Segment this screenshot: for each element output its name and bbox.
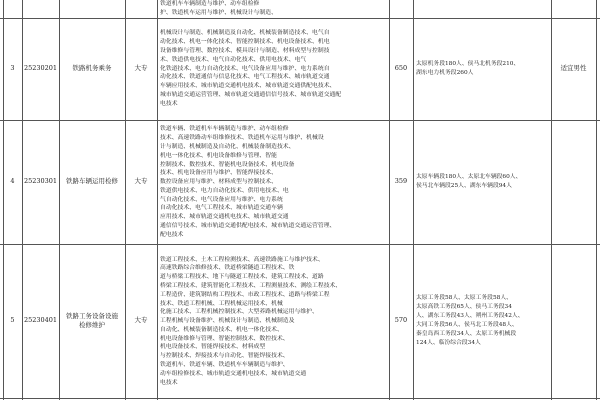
majors-cell: [160, 247, 387, 396]
majors-line: 应用技术、城市轨道交通机电技术、城市轨道交通: [160, 214, 289, 221]
allocation-text: [416, 60, 519, 78]
majors-line: 计与制造、机械制造及自动化、机械装备制造技术、: [160, 143, 295, 150]
majors-line: 技术、机电设备应用与维护、智能焊接技术、: [160, 170, 277, 177]
allocation-line: 大同工务段56人、侯马北工务段48人、: [416, 322, 518, 328]
grid-line: [0, 398, 600, 399]
allocation-cell: [416, 244, 550, 398]
allocation-line: 人、湖东工务段43人、朔州工务段42人、: [416, 313, 524, 320]
majors-text: [160, 256, 387, 388]
majors-line: 术、铁道供电技术、电气自动化技术、供用电技术、电气: [160, 56, 307, 63]
row-number: 5: [10, 316, 15, 325]
row-number: 3: [10, 64, 15, 73]
majors-line: 通信信号技术、城市轨道交通供配电技术、城市轨道交通运营管理、: [160, 223, 336, 230]
post-name: 铁路工务设备设施检修维护: [66, 311, 118, 329]
majors-line: 数控设备应用与维护、材料成型与控制技术、: [160, 179, 277, 186]
majors-line: 高速铁路综合维修技术、铁道桥梁隧道工程技术、铁: [160, 265, 295, 272]
majors-line: 机电设备技术、智能焊接技术、材料成型: [160, 344, 266, 351]
recruit-count: 650: [394, 64, 408, 73]
majors-text: [160, 0, 387, 18]
allocation-text: [416, 294, 524, 348]
majors-line: 气自动化技术、电气设备应用与维护、电力系统: [160, 196, 283, 203]
grid-line: [413, 0, 414, 400]
majors-line: 控制技术、数控技术、智能机电设备技术、机电设备: [160, 161, 295, 168]
allocation-line: 太原车辆段180人、太原北车辆段60人、: [416, 174, 522, 181]
majors-line: 铁道机车、铁道车辆、铁道机车车辆制造与维护、: [160, 362, 289, 369]
allocation-line: 侯马北车辆段25人、湖东车辆段94人: [416, 183, 512, 189]
majors-line: 动化技术、铁道通信与信息化技术、电气工程技术、城市轨道交通: [160, 74, 330, 81]
post-name: 铁路车辆运用检修: [66, 177, 118, 186]
table-row-majors: [160, 0, 387, 18]
row-number: 4: [10, 177, 15, 186]
post-name: 铁路机务乘务: [72, 64, 112, 73]
majors-cell: [160, 123, 387, 242]
majors-line: 化铁道技术、电力自动化技术、电气设备应用与维护、电力系统自: [160, 65, 330, 72]
majors-line: 技术、铁道工程机械、工程机械运用技术、机械: [160, 300, 283, 307]
majors-line: 铁道车辆、铁道机车车辆制造与维护、动车组检修: [160, 126, 289, 133]
grid-line: [157, 0, 158, 400]
education-level: 大专: [134, 316, 148, 325]
majors-text: [160, 125, 387, 239]
allocation-cell: [416, 18, 550, 120]
majors-text: [160, 29, 387, 108]
majors-line: 工程机械与设备维护、机械设计与制造、机械制造及: [160, 318, 295, 325]
allocation-text: [416, 173, 521, 191]
majors-line: 技术、高速铁路动车组维修技术、铁道机车运用与维护、机械设: [160, 135, 324, 142]
post-code: 25230301: [23, 177, 58, 186]
majors-line: 护、铁道机车运用与维护、机械设计与制造、: [160, 9, 277, 16]
majors-line: 城市轨道交通运营管理、城市轨道交通通信信号技术、城市轨道交通配: [160, 91, 342, 98]
remark: [551, 244, 596, 398]
allocation-line: 太原高铁工务段65人、侯马工务段34: [416, 304, 512, 311]
allocation-line: 124人、临汾综合段34人: [416, 339, 481, 346]
education-level: 大专: [134, 64, 148, 73]
allocation-line: 秦皇岛西工务段34人、太原工务机械段: [416, 330, 517, 337]
majors-line: 桥梁工程技术、建筑智能化工程技术、工程测量技术、测绘工程技术、: [160, 282, 342, 289]
majors-line: 化施工技术、工程机械控制技术、大型养路机械运用与维护、: [160, 309, 318, 316]
majors-line: 机电设备维修与管理、智能控制技术、数控技术、: [160, 335, 289, 342]
allocation-cell: [416, 120, 550, 244]
majors-line: 铁道供电技术、电力自动化技术、供用电技术、电: [160, 187, 289, 194]
remark: [551, 120, 596, 244]
majors-line: 电技术: [160, 100, 178, 107]
recruit-count: 359: [394, 177, 408, 186]
majors-line: 自动化、机械装备制造技术、机电一体化技术、: [160, 326, 283, 333]
majors-line: 机电一体化技术、机电设备维修与管理、智能: [160, 152, 277, 159]
majors-line: 设备维修与管理、数控技术、模具设计与制造、材料成型与控制技: [160, 48, 330, 54]
recruit-count: 570: [394, 316, 408, 325]
majors-line: 铁道机车车辆制造与维护、动车组检修: [160, 1, 260, 7]
post-code: 25230401: [23, 316, 58, 325]
majors-line: 自动化技术、电气工程技术、城市轨道交通车辆: [160, 205, 283, 212]
majors-line: 与控制技术、焊接技术与自动化、智能焊接技术、: [160, 353, 289, 360]
majors-line: 道与桥梁工程技术、地下与隧道工程技术、建筑工程技术、道路: [160, 274, 324, 281]
majors-line: 配电技术: [160, 231, 184, 238]
education-level: 大专: [134, 177, 148, 186]
majors-line: 电技术: [160, 379, 178, 386]
majors-line: 动化技术、机电一体化技术、智能控制技术、机电设备技术、机电: [160, 39, 330, 46]
majors-line: 机械设计与制造、机械制造及自动化、机械装备制造技术、电气自: [160, 30, 330, 37]
majors-cell: [160, 20, 387, 118]
allocation-line: 湖东电力机务段260人: [416, 70, 474, 76]
allocation-line: 太原机务段180人、侯马北机务段210、: [416, 61, 520, 68]
allocation-line: 太原工务段58人、太原工务段58人、: [416, 295, 512, 302]
majors-line: 工程造价、建筑钢结构工程技术、市政工程技术、道路与桥梁工程: [160, 291, 330, 298]
majors-line: 铁道工程技术、土木工程检测技术、高速铁路施工与维护技术、: [160, 256, 324, 263]
majors-line: 动车组检修技术、城市轨道交通机电技术、城市轨道交通: [160, 370, 307, 377]
post-code: 25230201: [23, 64, 58, 73]
majors-line: 车辆应用技术、城市轨道交通机电技术、城市轨道交通供配电技术、: [160, 83, 336, 90]
remark: 适宜男性: [560, 64, 587, 73]
grid-line: [596, 0, 597, 400]
